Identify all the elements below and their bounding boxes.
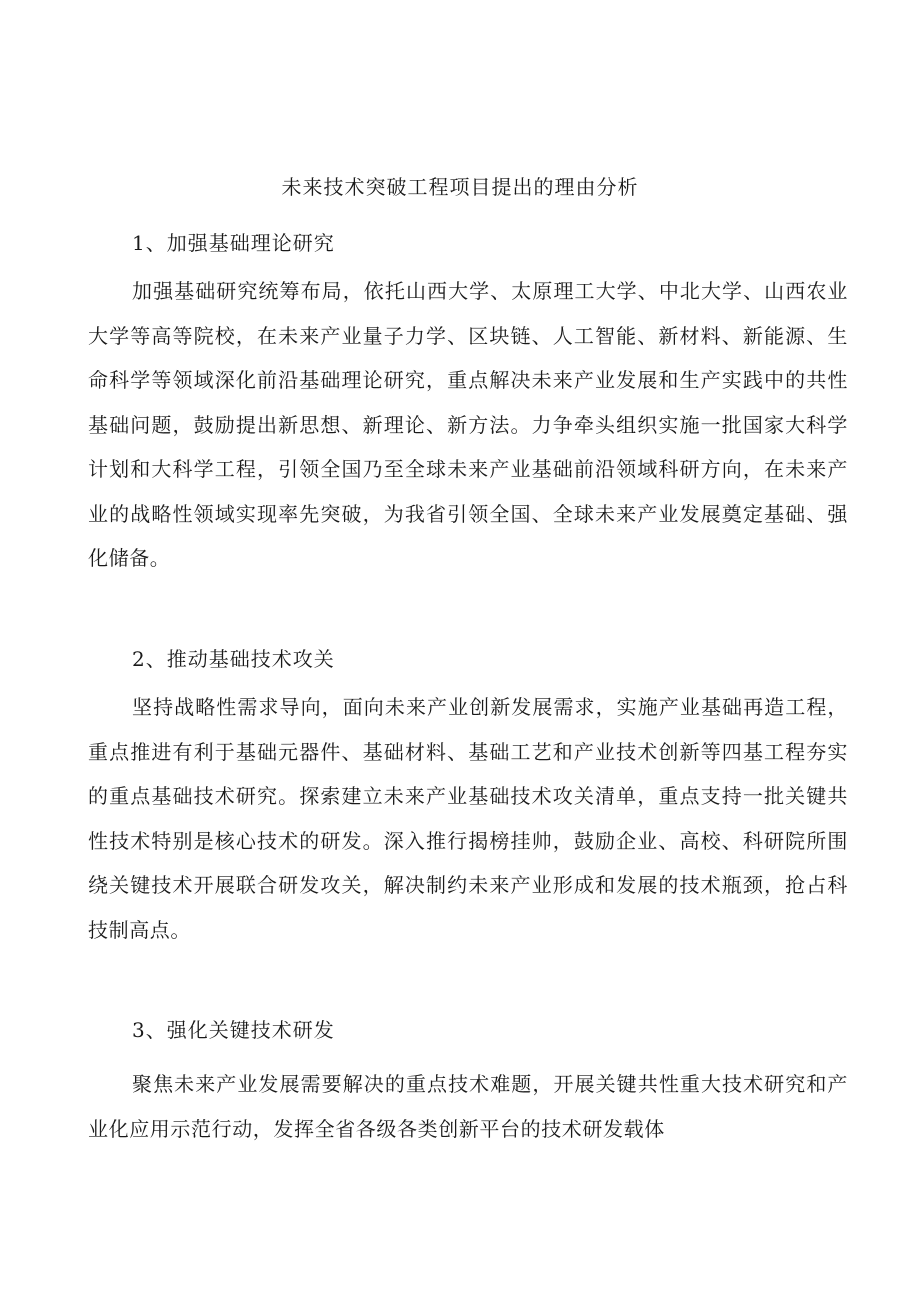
section-paragraph-3: 聚焦未来产业发展需要解决的重点技术难题，开展关键共性重大技术研究和产业化应用示范行动，发挥全省各级各类创新平台的技术研发载体 — [88, 1072, 848, 1141]
section-paragraph-2: 坚持战略性需求导向，面向未来产业创新发展需求，实施产业基础再造工程，重点推进有利于基础元器件、基础材料、基础工艺和产业技术创新等四基工程夯实的重点基础技术研究。探索建立未来产业基础技术攻关清单，重点支持一批关键共性技术特别是核心技术的研发。深入推行揭榜挂帅，鼓励企业、高校、科研院所围绕关键技术开展联合研发攻关，解决制约未来产业形成和发展的技术瓶颈，抢占科技制高点。 — [88, 695, 848, 942]
document-title: 未来技术突破工程项目提出的理由分析 — [281, 175, 639, 199]
section-heading-2: 2、推动基础技术攻关 — [132, 647, 335, 671]
section-heading-3: 3、强化关键技术研发 — [132, 1018, 335, 1042]
section-heading-1: 1、加强基础理论研究 — [132, 231, 335, 255]
section-paragraph-1: 加强基础研究统筹布局，依托山西大学、太原理工大学、中北大学、山西农业大学等高等院校，在未来产业量子力学、区块链、人工智能、新材料、新能源、生命科学等领域深化前沿基础理论研究，重点解决未来产业发展和生产实践中的共性基础问题，鼓励提出新思想、新理论、新方法。力争牵头组织实施一批国家大科学计划和大科学工程，引领全国乃至全球未来产业基础前沿领域科研方向，在未来产业的战略性领域实现率先突破，为我省引领全国、全球未来产业发展奠定基础、强化储备。 — [88, 279, 848, 570]
